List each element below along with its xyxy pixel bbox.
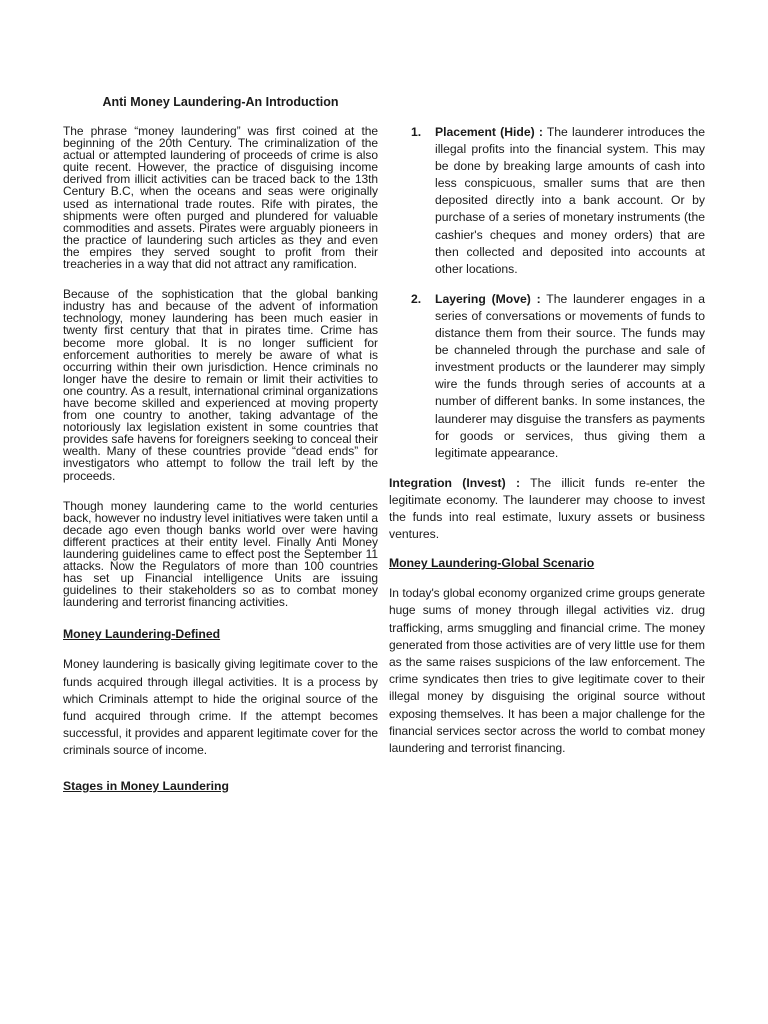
stage-term: Placement (Hide) : bbox=[435, 125, 543, 139]
left-column bbox=[63, 94, 378, 808]
global-paragraph: In today's global economy organized crime groups generate huge sums of money through illegal activities viz. drug trafficking, arms smuggling and financial crime. The money generated from those activities are of very little use for them as the same raises suspicions of the law enforcement. The crime syndicates then tries to give legitimate cover to their illegal money by disguising the original source without exposing themselves. It has been a major challenge for the financial services sector across the world to combat money laundering and terrorist financing. bbox=[389, 586, 705, 755]
stages-heading: Stages in Money Laundering bbox=[63, 778, 229, 793]
intro-paragraph-1: The phrase “money laundering” was first coined at the beginning of the 20th Century. The criminalization of the actual or attempted laundering of proceeds of crime is also quite recent. However, the practice of disguising income derived from illicit activities can be traced back to the 13th Century B.C, when the oceans and seas were originally used as international trade routes. Rife with pirates, the shipments were often purged and plundered for valuable commodities and assets. Pirates were arguably pioneers in the practice of laundering such articles as they and even the empires they served sought to profit from their treacheries in a way that did not attract any ramification. bbox=[63, 124, 378, 272]
stage-item-placement bbox=[389, 124, 705, 278]
defined-paragraph: Money laundering is basically giving legitimate cover to the funds acquired through illegal activities. It is a process by which Criminals attempt to hide the original source of the fund acquired through crime. If the attempt becomes successful, it provides and apparent legitimate cover for the criminals source of income. bbox=[63, 657, 378, 758]
right-column bbox=[389, 124, 705, 775]
intro-paragraph-2: Because of the sophistication that the global banking industry has and because of the advent of information technology, money laundering has been much easier in twenty first century that that in pirates time. Crime has become more global. It is no longer sufficient for enforcement authorities to merely be aware of what is occurring within their own jurisdiction. Hence criminals no longer have the desire to remain or limit their activities to one country. As a result, international criminal organizations have become skilled and experienced at moving property from one country to another, taking advantage of the notoriously lax legislation existent in some countries that provides safe havens for foreigners seeking to conceal their wealth. Many of these countries provide “dead ends” for investigators who attempt to follow the trail left by the proceeds. bbox=[63, 287, 378, 483]
stage-text bbox=[435, 124, 705, 278]
stage-term: Layering (Move) : bbox=[435, 291, 541, 306]
intro-paragraph-3: Though money laundering came to the world centuries back, however no industry level initiatives were taken until a decade ago even though banks world over were having different practices at their entity level. Finally Anti Money laundering guidelines came to effect post the September 11 attacks. Now the Regulators of more than 100 countries has set up Financial intelligence Units are issuing guidelines to their stakeholders so as to combat money laundering and terrorist financing activities. bbox=[63, 498, 378, 610]
stage-description: The launderer engages in a series of conversations or movements of funds to distance them from their source. The funds may be channeled through the purchase and sale of investment products or the launderer may simply wire the funds through series of accounts at a number of different banks. In some instances, the launderer may disguise the transfers as payments for goods or services, thus giving them a legitimate appearance. bbox=[435, 291, 705, 460]
integration-term: Integration (Invest) : bbox=[389, 475, 521, 490]
document-title: Anti Money Laundering-An Introduction bbox=[102, 95, 339, 109]
stage-number: 1. bbox=[411, 125, 422, 139]
global-heading: Money Laundering-Global Scenario bbox=[389, 556, 595, 571]
stage-item-layering bbox=[389, 291, 705, 462]
defined-heading: Money Laundering-Defined bbox=[63, 627, 221, 642]
stage-description: The launderer introduces the illegal profits into the financial system. This may be done by breaking large amounts of cash into less conspicuous, smaller sums that are then deposited directly into a bank account. Or by purchase of a series of monetary instruments (the cashier's cheques and money orders) that are then collected and deposited into accounts at other locations. bbox=[435, 125, 705, 276]
integration-paragraph bbox=[389, 475, 705, 543]
stages-list bbox=[389, 124, 705, 462]
stage-number: 2. bbox=[411, 291, 422, 306]
stage-text bbox=[435, 291, 705, 462]
integration-description: The illicit funds re-enter the legitimate economy. The launderer may choose to invest the funds into real estimate, luxury assets or business ventures. bbox=[389, 475, 705, 542]
